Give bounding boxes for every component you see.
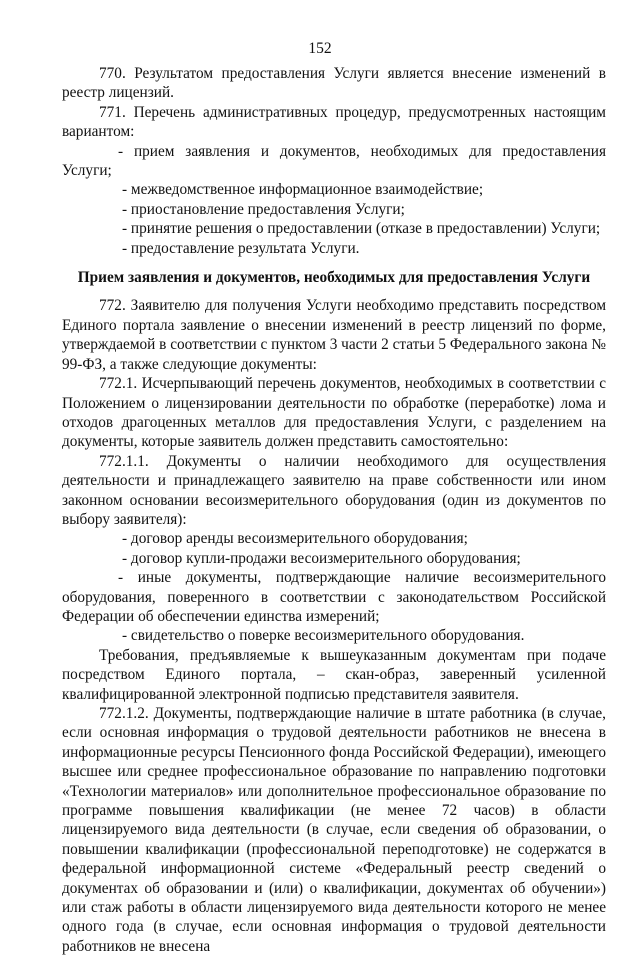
equipment-doc-item: - свидетельство о поверке весоизмерительного оборудования.	[122, 627, 525, 645]
page-number: 152	[308, 40, 332, 57]
paragraph-772-1-1: 772.1.1. Документы о наличии необходимого для осуществления деятельности и принадлежащего заявителю на праве собственности или ином законном основании весоизмерительного оборудования (один из документов по выбору заявителя):	[62, 452, 606, 528]
document-body	[62, 64, 606, 956]
procedure-item: - принятие решения о предоставлении (отказе в предоставлении) Услуги;	[122, 220, 601, 238]
paragraph-772-1: 772.1. Исчерпывающий перечень документов, необходимых в соответствии с Положением о лицензировании деятельности по обработке (переработке) лома и отходов драгоценных металлов для предоставления Услуги, с разделением на документы, которые заявитель должен представить самостоятельно:	[62, 375, 606, 451]
paragraph-772-1-2: 772.1.2. Документы, подтверждающие наличие в штате работника (в случае, если основная информация о трудовой деятельности работников не внесена в информационные ресурсы Пенсионного фонда Российской Федерации), имеющего высшее или среднее профессиональное образование по направлению подготовки «Технологии материалов» или дополнительное профессиональное образование по программе повышения квалификации (не менее 72 часов) в области лицензируемого вида деятельности (в случае, если сведения об образовании, о повышении квалификации (профессиональной переподготовке) не содержатся в федеральной информационной системе «Федеральный реестр сведений о документах об образовании и (или) о квалификации, документах об обучении») или стаж работы в области лицензируемого вида деятельности которого не менее одного года (в случае, если основная информация о трудовой деятельности работников не внесена	[62, 705, 606, 955]
paragraph-772: 772. Заявителю для получения Услуги необходимо представить посредством Единого портала заявление о внесении изменений в реестр лицензий по форме, утверждаемой в соответствии с пунктом 3 части 2 статьи 5 Федерального закона № 99-ФЗ, а также следующие документы:	[62, 297, 606, 373]
requirements-paragraph: Требования, предъявляемые к вышеуказанным документам при подаче посредством Единого портала, – скан-образ, заверенный усиленной квалифицированной электронной подписью представителя заявителя.	[62, 646, 606, 703]
paragraph-770: 770. Результатом предоставления Услуги является внесение изменений в реестр лицензий.	[62, 65, 606, 102]
section-heading: Прием заявления и документов, необходимых для предоставления Услуги	[77, 269, 591, 287]
procedure-item: - предоставление результата Услуги.	[122, 239, 360, 257]
procedure-item: - межведомственное информационное взаимодействие;	[122, 181, 484, 199]
equipment-doc-item: - договор аренды весоизмерительного оборудования;	[122, 530, 468, 548]
procedure-item: - прием заявления и документов, необходимых для предоставления Услуги;	[62, 142, 606, 180]
equipment-doc-item: - иные документы, подтверждающие наличие весоизмерительного оборудования, поверенного в соответствии с законодательством Российской Федерации об обеспечении единства измерений;	[62, 569, 606, 625]
equipment-doc-item: - договор купли-продажи весоизмерительного оборудования;	[122, 549, 521, 567]
paragraph-771: 771. Перечень административных процедур, предусмотренных настоящим вариантом:	[62, 103, 606, 141]
procedure-item: - приостановление предоставления Услуги;	[122, 200, 405, 218]
